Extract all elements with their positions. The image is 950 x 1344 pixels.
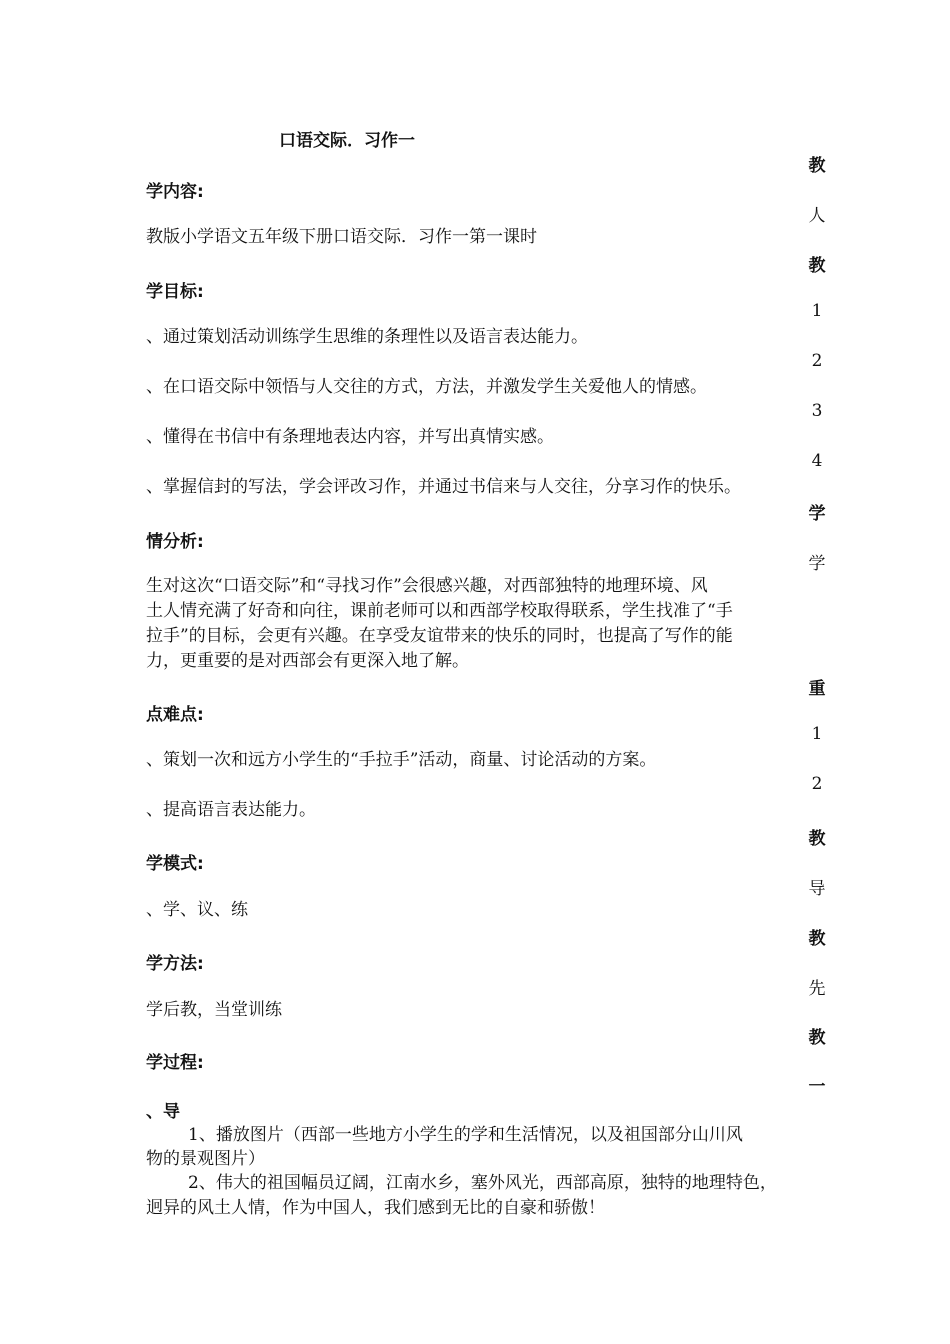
analysis-line: 土人情充满了好奇和向往，课前老师可以和西部学校取得联系，学生找准了“手 [146, 601, 733, 621]
section-heading-goals: 学目标: [146, 282, 204, 302]
step-item: 物的景观图片） [146, 1149, 265, 1169]
step-item: 迥异的风土人情，作为中国人，我们感到无比的自豪和骄傲！ [146, 1198, 605, 1218]
margin-char: 一 [808, 1077, 826, 1097]
content-text: 教版小学语文五年级下册口语交际．习作一第一课时 [146, 227, 537, 247]
key-point-item: 、提高语言表达能力。 [146, 800, 316, 820]
analysis-line: 生对这次“口语交际”和“寻找习作”会很感兴趣，对西部独特的地理环境、风 [146, 576, 708, 596]
section-heading-mode: 学模式: [146, 854, 204, 874]
section-heading-analysis: 情分析: [146, 532, 204, 552]
margin-char: 教 [808, 1028, 826, 1048]
margin-char: 1 [811, 724, 823, 744]
goal-item: 、懂得在书信中有条理地表达内容，并写出真情实感。 [146, 427, 554, 447]
margin-char: 重 [808, 679, 826, 699]
goal-item: 、在口语交际中领悟与人交往的方式，方法，并激发学生关爱他人的情感。 [146, 377, 707, 397]
key-point-item: 、策划一次和远方小学生的“手拉手”活动，商量、讨论活动的方案。 [146, 750, 657, 770]
goal-item: 、掌握信封的写法，学会评改习作，并通过书信来与人交往，分享习作的快乐。 [146, 477, 741, 497]
step-heading: 、导 [146, 1102, 180, 1122]
margin-char: 2 [811, 351, 823, 371]
analysis-line: 力，更重要的是对西部会有更深入地了解。 [146, 651, 469, 671]
margin-char: 学 [808, 554, 826, 574]
margin-char: 4 [811, 451, 823, 471]
mode-text: 、学、议、练 [146, 900, 248, 920]
margin-char: 先 [808, 979, 826, 999]
margin-char: 人 [808, 206, 826, 226]
analysis-line: 拉手”的目标，会更有兴趣。在享受友谊带来的快乐的同时，也提高了写作的能 [146, 626, 733, 646]
section-heading-method: 学方法: [146, 954, 204, 974]
goal-item: 、通过策划活动训练学生思维的条理性以及语言表达能力。 [146, 327, 588, 347]
section-heading-content: 学内容: [146, 182, 204, 202]
margin-char: 2 [811, 774, 823, 794]
margin-char: 3 [811, 401, 823, 421]
margin-char: 教 [808, 929, 826, 949]
section-heading-key-points: 点难点: [146, 705, 204, 725]
margin-char: 导 [808, 879, 826, 899]
margin-char: 学 [808, 504, 826, 524]
margin-char: 教 [808, 829, 826, 849]
step-item: 2、伟大的祖国幅员辽阔，江南水乡，塞外风光，西部高原，独特的地理特色， [188, 1173, 777, 1193]
step-item: 1、播放图片（西部一些地方小学生的学和生活情况，以及祖国部分山川风 [188, 1125, 743, 1145]
margin-char: 教 [808, 256, 826, 276]
section-heading-process: 学过程: [146, 1053, 204, 1073]
method-text: 学后教，当堂训练 [146, 1000, 282, 1020]
margin-char: 1 [811, 301, 823, 321]
page-title: 口语交际．习作一 [279, 131, 415, 151]
margin-char: 教 [808, 156, 826, 176]
